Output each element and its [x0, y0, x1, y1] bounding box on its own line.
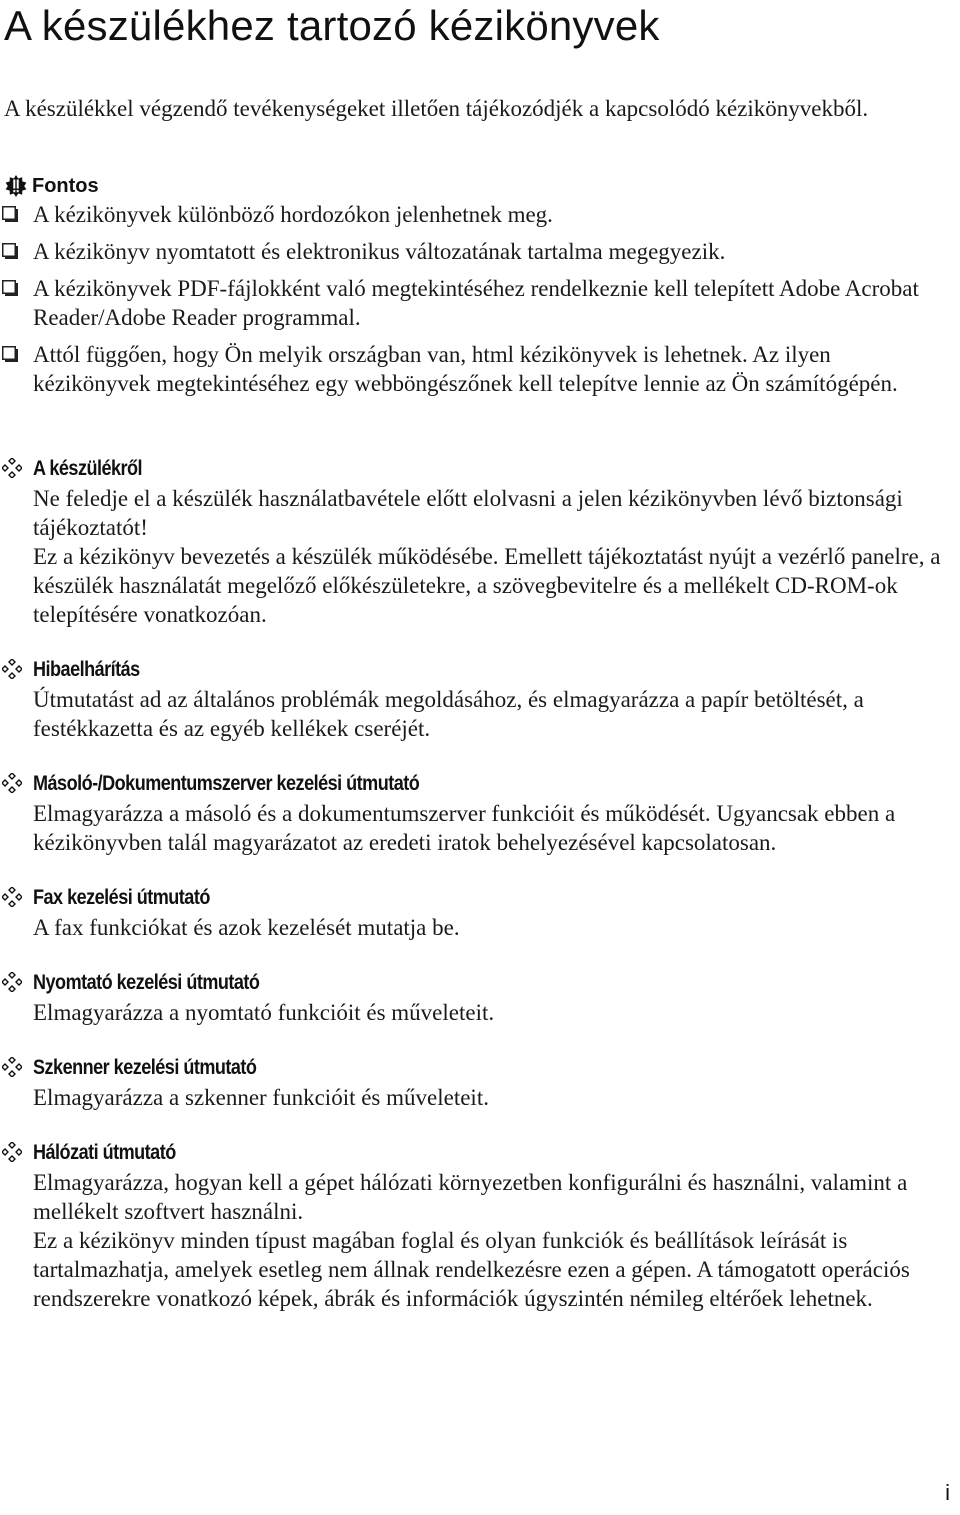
section-title: Hálózati útmutató	[33, 1141, 176, 1164]
important-note-text: Attól függően, hogy Ön melyik országban van, html kézikönyvek is lehetnek. Az ilyen kézikönyvek megtekintéséhez egy webböngészőnek kell telepítve lennie az Ön számítógépén.	[33, 342, 898, 396]
section-title: Nyomtató kezelési útmutató	[33, 971, 260, 994]
section-paragraph: Elmagyarázza, hogyan kell a gépet hálózati környezetben konfigurálni és használni, valamint a mellékelt szoftvert használni.	[33, 1170, 908, 1224]
important-label: Fontos	[32, 175, 99, 197]
manual-section	[0, 1138, 945, 1313]
manual-section	[0, 454, 945, 629]
important-icon	[4, 174, 28, 198]
section-paragraph: Ez a kézikönyv minden típust magában foglal és olyan funkciók és beállítások leírását is tartalmazhatja, amelyek esetleg nem állnak rendelkezésre ezen a gépen. A támogatott operációs rendszerekre vonatkozó képek, ábrák és információk úgyszintén némileg eltérőek lehetnek.	[33, 1228, 910, 1311]
section-paragraph: Elmagyarázza a nyomtató funkcióit és műveleteit.	[33, 1000, 495, 1025]
section-title: Szkenner kezelési útmutató	[33, 1056, 257, 1079]
manual-section	[0, 769, 945, 857]
important-note-item	[0, 200, 940, 229]
manual-section	[0, 655, 945, 743]
important-note-text: A kézikönyvek különböző hordozókon jelenhetnek meg.	[33, 202, 553, 227]
diamond-bullet-icon	[2, 972, 22, 992]
manual-section	[0, 1053, 945, 1112]
section-title: Hibaelhárítás	[33, 658, 140, 681]
section-title: A készülékről	[33, 457, 143, 480]
diamond-bullet-icon	[2, 1057, 22, 1077]
manual-section	[0, 883, 945, 942]
section-paragraph: Ez a kézikönyv bevezetés a készülék működésébe. Emellett tájékoztatást nyújt a vezérlő panelre, a készülék használatát megelőző előkészületekre, a szövegbevitelre és a mellékelt CD-ROM-ok telepítésére vonatkozóan.	[33, 544, 941, 627]
section-body	[33, 913, 945, 942]
manual-sections	[0, 454, 945, 1339]
checkbox-bullet-icon	[2, 243, 18, 259]
section-body	[33, 1083, 945, 1112]
section-paragraph: Útmutatást ad az általános problémák megoldásához, és elmagyarázza a papír betöltését, a festékkazetta és az egyéb kellékek cseréjét.	[33, 687, 864, 741]
important-note-item	[0, 274, 940, 332]
intro-paragraph: A készülékkel végzendő tevékenységeket illetően tájékozódjék a kapcsolódó kézikönyvekből.	[4, 96, 869, 121]
important-note-text: A kézikönyvek PDF-fájlokként való megtekintéséhez rendelkeznie kell telepített Adobe Acrobat Reader/Adobe Reader programmal.	[33, 276, 919, 330]
important-notes-list	[0, 200, 940, 406]
section-paragraph: Elmagyarázza a másoló és a dokumentumszerver funkcióit és működését. Ugyancsak ebben a kézikönyvben talál magyarázatot az eredeti iratok behelyezésével kapcsolatosan.	[33, 801, 896, 855]
diamond-bullet-icon	[2, 887, 22, 907]
checkbox-bullet-icon	[2, 280, 18, 296]
section-paragraph: Elmagyarázza a szkenner funkcióit és műveleteit.	[33, 1085, 489, 1110]
section-body	[33, 1168, 945, 1313]
checkbox-bullet-icon	[2, 346, 18, 362]
important-note-item	[0, 237, 940, 266]
section-paragraph: A fax funkciókat és azok kezelését mutatja be.	[33, 915, 460, 940]
important-note-item	[0, 340, 940, 398]
section-body	[33, 998, 945, 1027]
diamond-bullet-icon	[2, 659, 22, 679]
section-title: Másoló-/Dokumentumszerver kezelési útmutató	[33, 772, 420, 795]
diamond-bullet-icon	[2, 1142, 22, 1162]
section-body	[33, 799, 945, 857]
diamond-bullet-icon	[2, 773, 22, 793]
section-body	[33, 685, 945, 743]
page-number: i	[945, 1480, 950, 1505]
page-title: A készülékhez tartozó kézikönyvek	[4, 2, 660, 49]
important-heading	[4, 172, 99, 200]
section-body	[33, 484, 945, 629]
checkbox-bullet-icon	[2, 206, 18, 222]
important-note-text: A kézikönyv nyomtatott és elektronikus változatának tartalma megegyezik.	[33, 239, 726, 264]
section-title: Fax kezelési útmutató	[33, 886, 210, 909]
diamond-bullet-icon	[2, 458, 22, 478]
manual-section	[0, 968, 945, 1027]
section-paragraph: Ne feledje el a készülék használatbavétele előtt elolvasni a jelen kézikönyvben lévő biztonsági tájékoztatót!	[33, 486, 903, 540]
